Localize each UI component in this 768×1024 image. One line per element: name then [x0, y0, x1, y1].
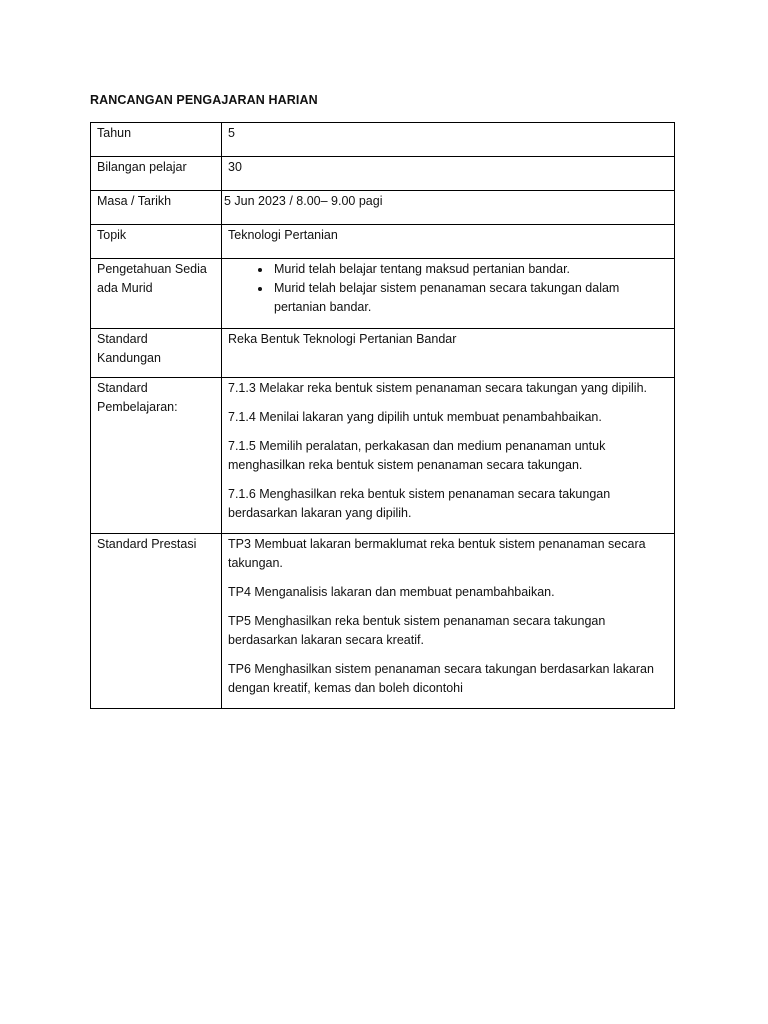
label-standard-prestasi: Standard Prestasi — [91, 534, 222, 709]
row-standard-prestasi — [91, 534, 675, 709]
pembelajaran-item: 7.1.4 Menilai lakaran yang dipilih untuk membuat penambahbaikan. — [228, 410, 602, 424]
value-standard-kandungan: Reka Bentuk Teknologi Pertanian Bandar — [222, 329, 675, 378]
row-masa-tarikh — [91, 191, 675, 225]
pembelajaran-item: 7.1.6 Menghasilkan reka bentuk sistem penanaman secara takungan berdasarkan lakaran yang dipilih. — [228, 487, 611, 520]
row-bilangan-pelajar — [91, 157, 675, 191]
label-standard-pembelajaran: Standard Pembelajaran: — [91, 378, 222, 534]
value-standard-pembelajaran — [222, 378, 675, 534]
row-standard-kandungan — [91, 329, 675, 378]
label-pengetahuan-sedia-ada: Pengetahuan Sedia ada Murid — [91, 259, 222, 329]
prestasi-item: TP5 Menghasilkan reka bentuk sistem penanaman secara takungan berdasarkan lakaran secara kreatif. — [228, 614, 606, 647]
prestasi-item: TP6 Menghasilkan sistem penanaman secara takungan berdasarkan lakaran dengan kreatif, kemas dan boleh dicontohi — [228, 662, 654, 695]
row-topik — [91, 225, 675, 259]
label-topik: Topik — [91, 225, 222, 259]
prestasi-item: TP3 Membuat lakaran bermaklumat reka bentuk sistem penanaman secara takungan. — [228, 537, 646, 570]
label-tahun: Tahun — [91, 123, 222, 157]
value-masa-tarikh — [222, 191, 675, 225]
pengetahuan-bullet-list — [228, 260, 668, 317]
value-tahun: 5 — [222, 123, 675, 157]
list-item: • Murid telah belajar tentang maksud pertanian bandar. — [272, 260, 668, 279]
row-pengetahuan-sedia-ada — [91, 259, 675, 329]
value-standard-prestasi — [222, 534, 675, 709]
value-topik: Teknologi Pertanian — [222, 225, 675, 259]
value-pengetahuan-sedia-ada — [222, 259, 675, 329]
label-standard-kandungan: Standard Kandungan — [91, 329, 222, 378]
list-item: • Murid telah belajar sistem penanaman secara takungan dalam pertanian bandar. — [272, 279, 668, 317]
label-bilangan-pelajar: Bilangan pelajar — [91, 157, 222, 191]
label-masa-tarikh: Masa / Tarikh — [91, 191, 222, 225]
prestasi-item: TP4 Menganalisis lakaran dan membuat penambahbaikan. — [228, 585, 555, 599]
pembelajaran-item: 7.1.5 Memilih peralatan, perkakasan dan medium penanaman untuk menghasilkan reka bentuk sistem penanaman secara takungan. — [228, 439, 606, 472]
row-standard-pembelajaran — [91, 378, 675, 534]
lesson-plan-table — [90, 122, 675, 709]
row-tahun — [91, 123, 675, 157]
document-title: RANCANGAN PENGAJARAN HARIAN — [90, 93, 318, 107]
masa-tarikh-text: 5 Jun 2023 / 8.00– 9.00 pagi — [224, 194, 383, 208]
pembelajaran-item: 7.1.3 Melakar reka bentuk sistem penanaman secara takungan yang dipilih. — [228, 381, 648, 395]
value-bilangan-pelajar: 30 — [222, 157, 675, 191]
